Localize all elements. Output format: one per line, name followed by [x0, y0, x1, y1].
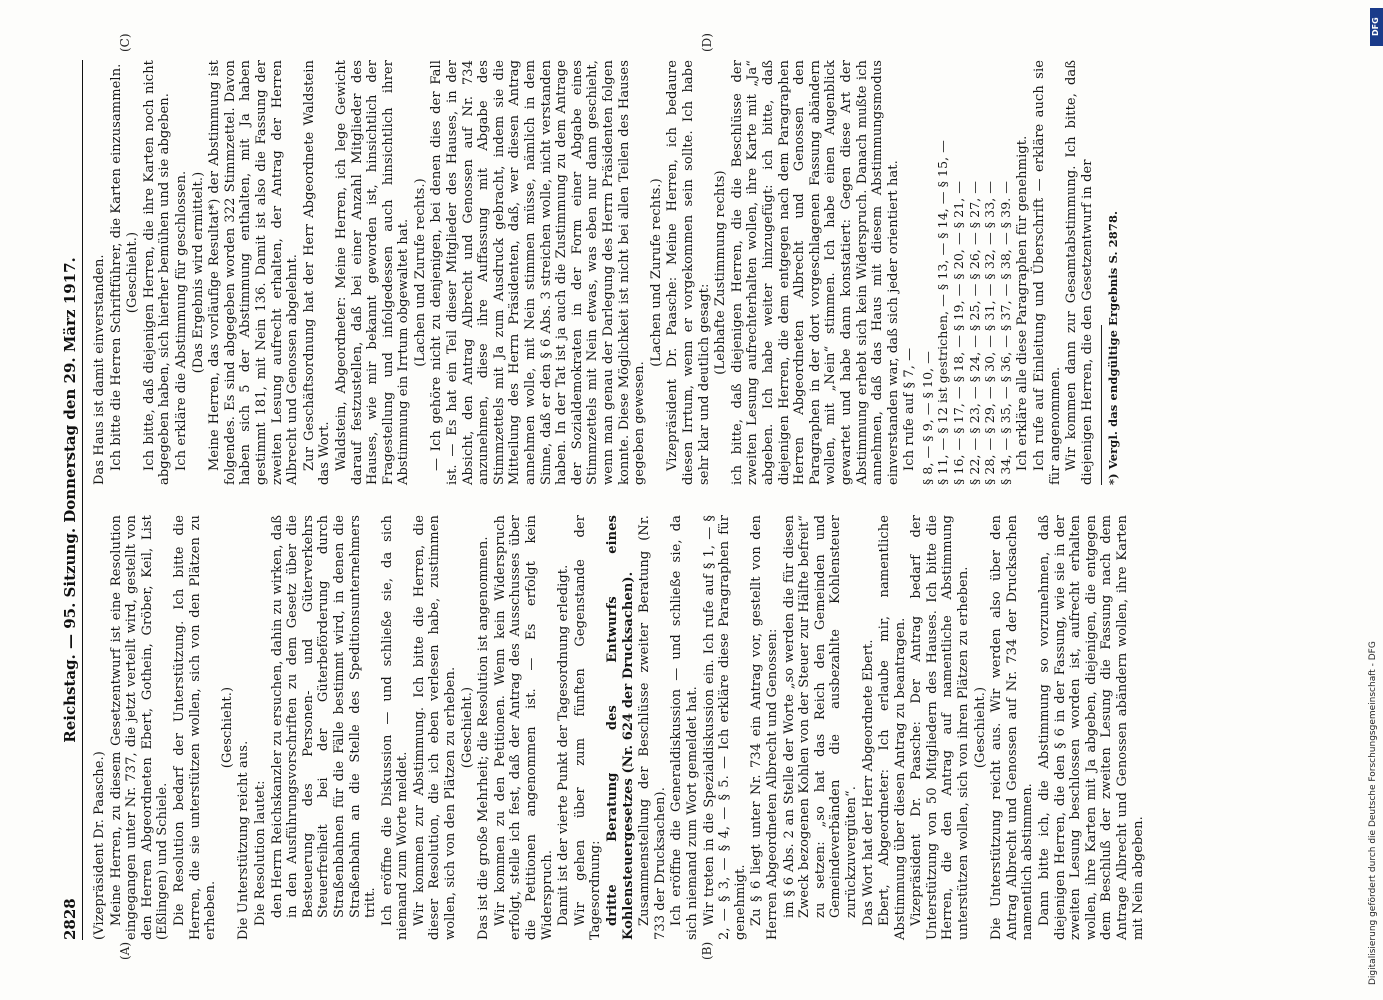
digitization-credit: Digitalisierung gefördert durch die Deutsche Forschungsgemeinschaft - DFG — [1368, 641, 1378, 985]
paragraph: Zur Geschäftsordnung hat der Herr Abgeordnete Waldstein das Wort. — [301, 60, 333, 485]
paragraph: (Lachen und Zurufe rechts.) — [648, 178, 664, 367]
paragraph: (Geschieht.) — [125, 231, 141, 314]
paragraph: Waldstein, Abgeordneter: Meine Herren, ich lege Gewicht darauf festzustellen, daß bei einer Anzahl Mitglieder des Hauses, wie mir bekannt geworden ist, hinsichtlich der Fragestellung und infolgedessen auch hinsichtlich ihrer Abstimmung ein Irrtum obgewaltet hat. — [333, 60, 412, 485]
paragraph: Ebert, Abgeordneter: Ich erlaube mir, namentliche Abstimmung über diesen Antrag zu beantragen. — [877, 515, 908, 940]
paragraph: Vizepräsident Dr. Paasche: Meine Herren, ich bedaure diesen Irrtum, wenn er vorgekommen sein sollte. Ich habe sehr klar und deutlich gesagt: — [665, 60, 712, 485]
footnote-rule — [1101, 325, 1102, 485]
paragraph: Dann bitte ich, die Abstimmung so vorzunehmen, daß diejenigen Herren, die den § 6 in der Fassung, wie sie in der zweiten Lesung beschlossen worden ist, aufrecht erhalten wollen, ihre Karten mit Ja abgeben, diejenigen, die entgegen dem Beschluß der zweiten Lesung die Fassung nach dem Antrage Albrecht und Genossen abändern wollen, ihre Karten mit Nein abgeben. — [1037, 515, 1146, 940]
paragraph: Ich eröffne die Generaldiskussion — und schließe sie, da sich niemand zum Wort gemeldet hat. — [669, 515, 700, 940]
margin-mark-c: (C) — [118, 33, 132, 52]
paragraph: Meine Herren, das vorläufige Resultat*) der Abstimmung ist folgendes. Es sind abgegeben worden 322 Stimmzettel. Davon haben sich 5 der Abstimmung enthalten, mit Ja haben gestimmt 181, mit Nein 136. Damit ist also die Fassung der zweiten Lesung aufrecht erhalten, der Antrag der Herren Albrecht und Genossen abgelehnt. — [207, 60, 301, 485]
paragraph: Ich bitte die Herren Schriftführer, die Karten einzusammeln. — [108, 63, 124, 471]
paragraph: Die Resolution bedarf der Unterstützung. Ich bitte die Herren, die sie unterstützen wollen, sich von den Plätzen zu erheben. — [171, 515, 219, 940]
paragraph: den Herrn Reichskanzler zu ersuchen, dahin zu wirken, daß in den Ausführungsvorschriften zu dem Gesetz über die Besteuerung des Personen- und Güterverkehrs Steuerfreiheit bei der Güterbeförderung durch Straßenbahnen für die Fälle bestimmt wird, in denen die Straßenbahn an die Stelle des Speditionsunternehmers tritt. — [269, 515, 379, 918]
right-text-column — [92, 60, 1122, 485]
paragraph-tally — [920, 60, 1014, 485]
paragraph: (Geschieht.) — [459, 686, 475, 769]
margin-mark-b: (B) — [700, 941, 714, 960]
paragraph: Ich rufe auf § 7, — — [902, 347, 918, 471]
paragraph: Die Resolution lautet: — [252, 780, 268, 926]
paragraph: Wir kommen zur Abstimmung. Ich bitte die Herren, die dieser Resolution, die ich eben verlesen habe, zustimmen wollen, sich von den Plätzen zu erheben. — [411, 515, 459, 940]
paragraph: ich bitte, daß diejenigen Herren, die die Beschlüsse der zweiten Lesung aufrechterhalten wollen, ihre Karte mit „Ja“ abgeben. Ich habe weiter hinzugefügt: ich bitte, daß diejenigen Herren, die dem entgegen nach dem Paragraphen Herren Abgeordneten Albrecht und Genossen den Paragraphen in der dort vorgeschlagenen Fassung abändern wollen, mit „Nein“ stimmen. Ich habe einen Augenblick gewartet und habe dann konstatiert: Gegen diese Art der Abstimmung erhebt sich kein Widerspruch. Danach mußte ich annehmen, daß das Haus mit diesem Abstimmungsmodus einverstanden war, daß sich jeder orientiert hat. — [729, 60, 901, 485]
dfg-logo — [1370, 8, 1383, 46]
paragraph: Ich bitte, daß diejenigen Herren, die ihre Karten noch nicht abgegeben haben, sich hierher bemühen und sie abgeben. — [141, 60, 173, 485]
tally-line: § 8, — § 9, — § 10, — — [919, 351, 935, 485]
paragraph: Die Unterstützung reicht aus. Wir werden also über den Antrag Albrecht und Genossen auf Nr. 734 der Drucksachen namentlich abstimmen. — [989, 515, 1036, 940]
paragraph: Das ist die große Mehrheit; die Resolution ist angenommen. — [476, 536, 492, 940]
tally-line: § 22, — § 23, — § 24, — § 25, — § 26, — § 27, — — [966, 180, 982, 485]
paragraph: Ich rufe auf Einleitung und Überschrift — erkläre auch sie für angenommen. — [1032, 60, 1063, 485]
paragraph: (Das Ergebnis wird ermittelt.) — [190, 171, 206, 374]
paragraph: Meine Herren, zu diesem Gesetzentwurf ist eine Resolution eingegangen unter Nr. 737, die jetzt verteilt wird, gestellt von den Herren Abgeordneten Ebert, Gothein, Gröber, Keil, List (Eßlingen) und Schiele. — [108, 515, 171, 940]
paragraph: Wir treten in die Spezialdiskussion ein. Ich rufe auf § 1, — § 2, — § 3, — § 4, — § 5. — Ich erkläre diese Paragraphen für genehmigt. — [701, 515, 748, 940]
paragraph: Wir kommen dann zur Gesamtabstimmung. Ich bitte, daß diejenigen Herren, die den Gesetzentwurf in der — [1064, 60, 1095, 485]
paragraph: Damit ist der vierte Punkt der Tagesordnung erledigt. — [556, 564, 572, 926]
paragraph: Die Unterstützung reicht aus. — [236, 740, 252, 940]
paragraph: Zu § 6 liegt unter Nr. 734 ein Antrag vor, gestellt von den Herren Abgeordneten Albrecht und Genossen: — [749, 515, 780, 940]
left-text-column — [92, 515, 1147, 940]
page-number: 2828 — [61, 898, 79, 940]
paragraph: Ich erkläre alle diese Paragraphen für genehmigt. — [1015, 135, 1031, 471]
paragraph: Wir gehen über zum fünften Gegenstande der Tagesordnung: — [572, 515, 604, 940]
paragraph: Das Wort hat der Herr Abgeordnete Ebert. — [860, 639, 876, 926]
paragraph: (Vizepräsident Dr. Paasche.) — [92, 751, 107, 940]
margin-mark-a: (A) — [118, 941, 132, 960]
footnote: *) Vergl. das endgültige Ergebnis S. 2878. — [1106, 210, 1121, 485]
dfg-logo-text: DFG — [1371, 17, 1380, 36]
paragraph: dritte Beratung des Entwurfs eines Kohlensteuergesetzes (Nr. 624 der Drucksachen). — [605, 515, 636, 940]
tally-line: § 11, — § 12 ist gestrichen, — § 13, — § 14, — § 15, — — [935, 140, 951, 485]
paragraph: im § 6 Abs. 2 an Stelle der Worte „so werden die für diesen Zweck bezogenen Kohlen von der Steuer zur Hälfte befreit“ zu setzen: „so hat das Reich den Gemeinden und Gemeindeverbänden die ausbezahlte Kohlensteuer zurückzuvergüten“. — [781, 515, 859, 918]
tally-line: § 16, — § 17, — § 18, — § 19, — § 20, — § 21, — — [951, 180, 967, 485]
paragraph: — Ich gehöre nicht zu denjenigen, bei denen dies der Fall ist. — Es hat ein Teil dieser Mitglieder des Hauses, in der Absicht, den Antrag Albrecht und Genossen auf Nr. 734 anzunehmen, diese ihre Auffassung mit Abgabe des Stimmzettels mit Ja zum Ausdruck gebracht, indem sie die Mitteilung des Herrn Präsidenten, daß, wer diesen Antrag annehmen wolle, mit Nein stimmen müsse, nämlich in dem Sinne, daß er den § 6 Abs. 3 streichen wolle, nicht verstanden haben. In der Tat ist ja auch die Zustimmung zu dem Antrage der Sozialdemokraten in der Form einer Abgabe eines Stimmzettels mit Nein etwas, was eben nur dann geschieht, wenn man genau der Darlegung des Herrn Präsidenten folgen konnte. Diese Möglichkeit ist nicht bei allen Teilen des Hauses gegeben gewesen. — [429, 60, 648, 485]
paragraph: (Lebhafte Zustimmung rechts) — [713, 170, 729, 375]
paragraph: Das Haus ist damit einverstanden. — [92, 254, 107, 485]
paragraph: Zusammenstellung der Beschlüsse zweiter Beratung (Nr. 733 der Drucksachen). — [637, 515, 668, 940]
page-title: Reichstag. — 95. Sitzung. Donnerstag den 29. März 1917. — [61, 257, 79, 743]
paragraph: Wir kommen zu den Petitionen. Wenn kein Widerspruch erfolgt, stelle ich fest, daß der Antrag des Ausschusses über die Petitionen angenommen ist. — Es erfolgt kein Widerspruch. — [492, 515, 555, 940]
paragraph: Ich eröffne die Diskussion — und schließe sie, da sich niemand zum Worte meldet. — [379, 515, 411, 940]
paragraph: (Lachen und Zurufe rechts.) — [412, 178, 428, 367]
page-header — [58, 60, 83, 940]
margin-mark-d: (D) — [700, 33, 714, 52]
paragraph: Ich erkläre die Abstimmung für geschlossen. — [173, 170, 189, 471]
tally-line: § 28, — § 29, — § 30, — § 31, — § 32, — § 33, — — [982, 180, 998, 485]
paragraph: (Geschieht.) — [972, 686, 988, 769]
paragraph: Vizepräsident Dr. Paasche: Der Antrag bedarf der Unterstützung von 50 Mitgliedern des Hauses. Ich bitte die Herren, die den Antrag auf namentliche Abstimmung unterstützen wollen, sich von ihren Plätzen zu erheben. — [909, 515, 972, 940]
paragraph: (Geschieht.) — [219, 686, 235, 769]
tally-line: § 34, — § 35, — § 36, — § 37, — § 38, — § 39. — — [997, 180, 1013, 485]
